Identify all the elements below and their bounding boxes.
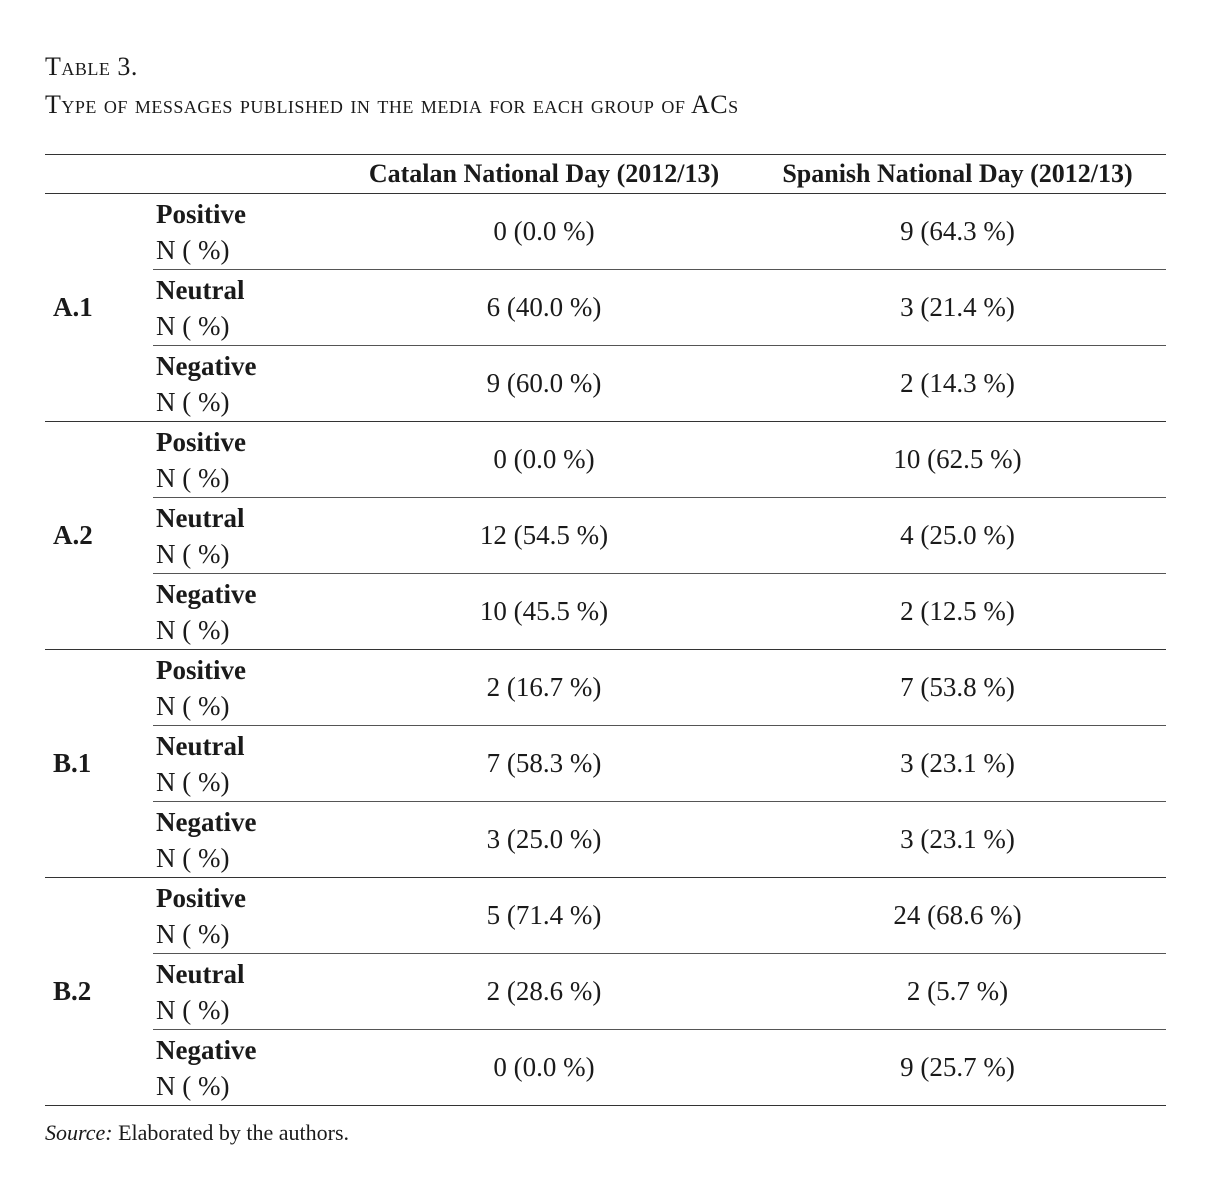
- unit-label: N ( %): [156, 994, 230, 1025]
- message-type-label: Positive: [156, 654, 246, 685]
- unit-label: N ( %): [156, 766, 230, 797]
- unit-label: N ( %): [156, 538, 230, 569]
- table-row: [45, 422, 1166, 498]
- unit-label: N ( %): [156, 614, 230, 645]
- spanish-value-cell: 10 (62.5 %): [749, 422, 1166, 498]
- message-type-label: Neutral: [156, 274, 245, 305]
- spanish-value-cell: 3 (23.1 %): [749, 802, 1166, 878]
- unit-label: N ( %): [156, 462, 230, 493]
- table-row: [45, 194, 1166, 270]
- spanish-value-cell: 9 (64.3 %): [749, 194, 1166, 270]
- message-type-cell: [153, 802, 339, 878]
- message-type-cell: [153, 498, 339, 574]
- catalan-value-cell: 9 (60.0 %): [339, 346, 749, 422]
- table-title: Type of messages published in the media for each group of ACs: [45, 90, 739, 119]
- catalan-value-cell: 2 (28.6 %): [339, 954, 749, 1030]
- table-row: [45, 878, 1166, 954]
- table-row: [45, 574, 1166, 650]
- unit-label: N ( %): [156, 310, 230, 341]
- message-type-cell: [153, 1030, 339, 1106]
- table-row: [45, 954, 1166, 1030]
- catalan-value-cell: 5 (71.4 %): [339, 878, 749, 954]
- spanish-value-cell: 24 (68.6 %): [749, 878, 1166, 954]
- unit-label: N ( %): [156, 918, 230, 949]
- table-source: [45, 1120, 349, 1146]
- unit-label: N ( %): [156, 1070, 230, 1101]
- unit-label: N ( %): [156, 386, 230, 417]
- group-label: A.1: [45, 194, 153, 422]
- catalan-value-cell: 2 (16.7 %): [339, 650, 749, 726]
- table-row: [45, 498, 1166, 574]
- message-type-cell: [153, 346, 339, 422]
- spanish-value-cell: 7 (53.8 %): [749, 650, 1166, 726]
- header-group: [45, 155, 153, 194]
- group-label: A.2: [45, 422, 153, 650]
- message-type-label: Neutral: [156, 502, 245, 533]
- message-type-cell: [153, 194, 339, 270]
- catalan-value-cell: 3 (25.0 %): [339, 802, 749, 878]
- header-spanish: Spanish National Day (2012/13): [749, 155, 1166, 194]
- table-row: [45, 1030, 1166, 1106]
- table-row: [45, 726, 1166, 802]
- unit-label: N ( %): [156, 842, 230, 873]
- header-catalan: Catalan National Day (2012/13): [339, 155, 749, 194]
- table-caption: [45, 48, 739, 124]
- message-type-label: Negative: [156, 578, 257, 609]
- group-label: B.1: [45, 650, 153, 878]
- unit-label: N ( %): [156, 690, 230, 721]
- table-row: [45, 802, 1166, 878]
- table-row: [45, 650, 1166, 726]
- message-type-cell: [153, 270, 339, 346]
- spanish-value-cell: 3 (23.1 %): [749, 726, 1166, 802]
- header-row: [45, 155, 1166, 194]
- data-table: [45, 154, 1166, 1106]
- message-type-cell: [153, 726, 339, 802]
- message-type-label: Neutral: [156, 958, 245, 989]
- message-type-label: Positive: [156, 426, 246, 457]
- catalan-value-cell: 0 (0.0 %): [339, 1030, 749, 1106]
- message-type-label: Positive: [156, 198, 246, 229]
- header-type: [153, 155, 339, 194]
- catalan-value-cell: 7 (58.3 %): [339, 726, 749, 802]
- spanish-value-cell: 3 (21.4 %): [749, 270, 1166, 346]
- message-type-cell: [153, 878, 339, 954]
- spanish-value-cell: 9 (25.7 %): [749, 1030, 1166, 1106]
- message-type-label: Negative: [156, 1034, 257, 1065]
- spanish-value-cell: 2 (14.3 %): [749, 346, 1166, 422]
- message-type-label: Negative: [156, 806, 257, 837]
- table-number: Table 3.: [45, 52, 138, 81]
- spanish-value-cell: 4 (25.0 %): [749, 498, 1166, 574]
- spanish-value-cell: 2 (12.5 %): [749, 574, 1166, 650]
- spanish-value-cell: 2 (5.7 %): [749, 954, 1166, 1030]
- catalan-value-cell: 10 (45.5 %): [339, 574, 749, 650]
- catalan-value-cell: 0 (0.0 %): [339, 422, 749, 498]
- group-label: B.2: [45, 878, 153, 1106]
- table-row: [45, 346, 1166, 422]
- message-type-cell: [153, 574, 339, 650]
- message-type-cell: [153, 422, 339, 498]
- catalan-value-cell: 6 (40.0 %): [339, 270, 749, 346]
- message-type-label: Positive: [156, 882, 246, 913]
- unit-label: N ( %): [156, 234, 230, 265]
- message-type-cell: [153, 650, 339, 726]
- catalan-value-cell: 12 (54.5 %): [339, 498, 749, 574]
- message-type-label: Neutral: [156, 730, 245, 761]
- message-type-label: Negative: [156, 350, 257, 381]
- source-label: Source:: [45, 1120, 113, 1145]
- table-body: [45, 194, 1166, 1106]
- source-text: Elaborated by the authors.: [112, 1120, 350, 1145]
- message-type-cell: [153, 954, 339, 1030]
- catalan-value-cell: 0 (0.0 %): [339, 194, 749, 270]
- table-row: [45, 270, 1166, 346]
